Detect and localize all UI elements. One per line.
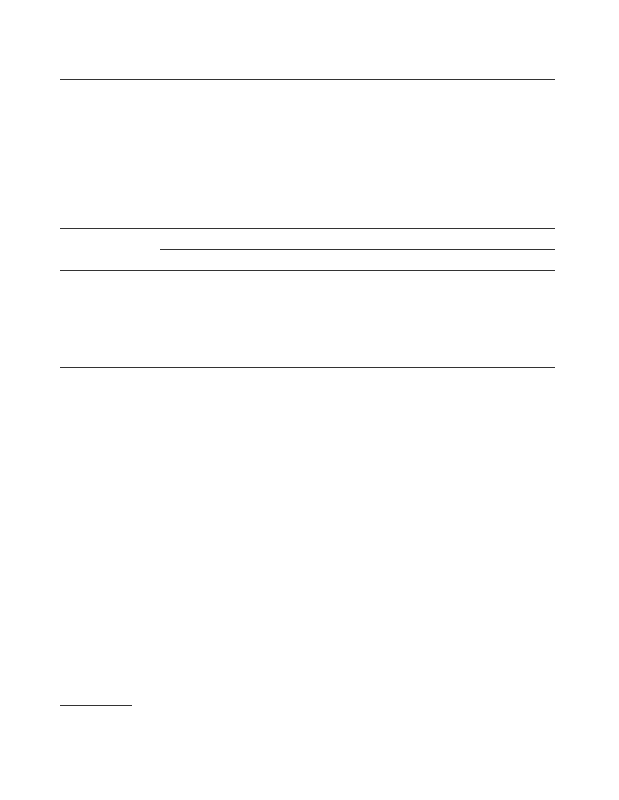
table-bottom-rule: [60, 367, 555, 368]
credit-rule: [60, 705, 132, 706]
table-top-rule: [60, 228, 555, 229]
header-rule: [60, 79, 555, 80]
appendix-heading: [60, 38, 63, 76]
diameter-rule: [160, 249, 555, 250]
header-bottom-rule: [60, 270, 555, 271]
